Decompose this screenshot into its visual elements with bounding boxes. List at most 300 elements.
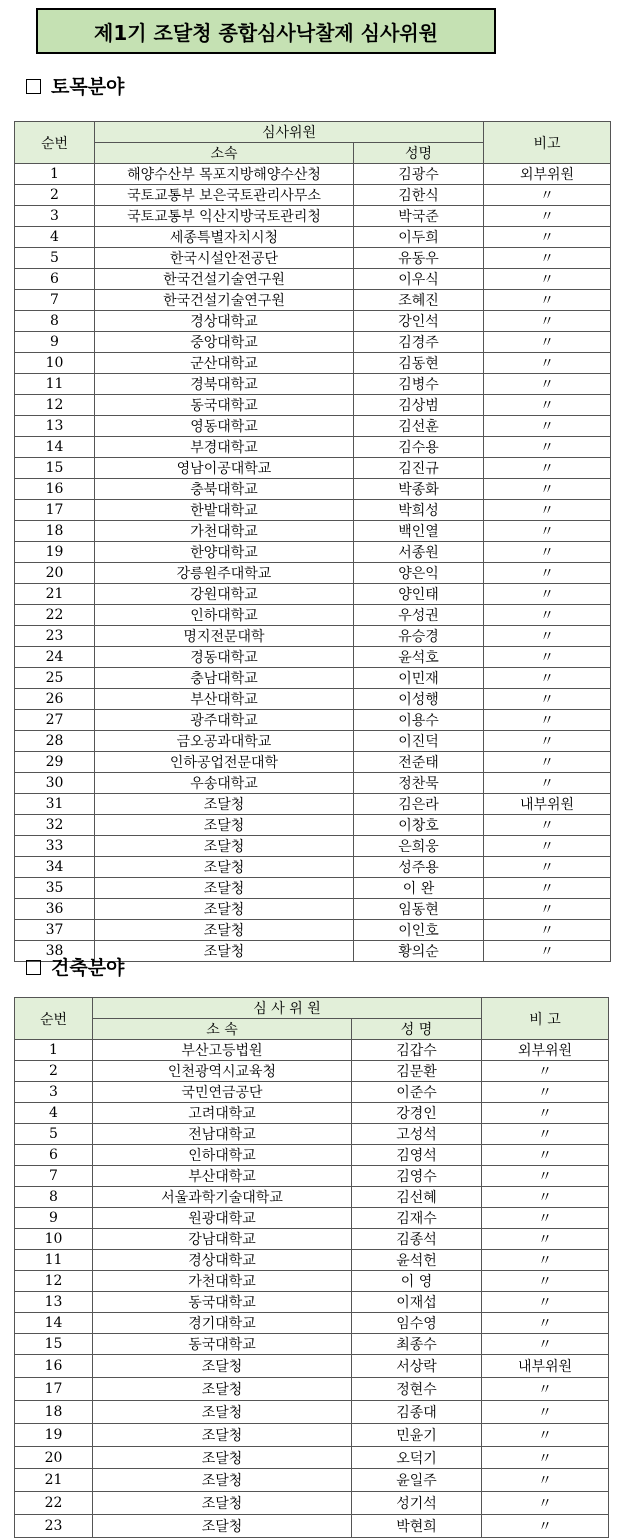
- row-note: 〃: [484, 290, 611, 311]
- row-number: 11: [15, 374, 95, 395]
- row-number: 36: [15, 899, 95, 920]
- row-member-name: 강인석: [354, 311, 484, 332]
- row-number: 13: [15, 416, 95, 437]
- row-organization: 부산대학교: [93, 1166, 352, 1187]
- row-note: 〃: [484, 920, 611, 941]
- row-note: 〃: [482, 1082, 609, 1103]
- header-no: 순번: [15, 998, 93, 1040]
- row-note: 〃: [482, 1469, 609, 1492]
- header-org: 소속: [95, 143, 354, 164]
- row-organization: 조달청: [95, 899, 354, 920]
- row-member-name: 강경인: [352, 1103, 482, 1124]
- table-row: [15, 1187, 609, 1208]
- row-number: 16: [15, 1355, 93, 1378]
- row-member-name: 박현희: [352, 1515, 482, 1538]
- row-number: 2: [15, 1061, 93, 1082]
- row-note: 〃: [484, 710, 611, 731]
- header-no: 순번: [15, 122, 95, 164]
- row-note: 외부위원: [482, 1040, 609, 1061]
- section-heading-text: 건축분야: [51, 957, 125, 979]
- section-heading-text: 토목분야: [51, 76, 125, 98]
- row-organization: 우송대학교: [95, 773, 354, 794]
- row-organization: 부경대학교: [95, 437, 354, 458]
- row-note: 〃: [484, 332, 611, 353]
- row-organization: 경기대학교: [93, 1313, 352, 1334]
- row-number: 15: [15, 1334, 93, 1355]
- row-organization: 조달청: [95, 920, 354, 941]
- row-member-name: 김상범: [354, 395, 484, 416]
- header-name: 성 명: [352, 1019, 482, 1040]
- row-note: 〃: [484, 773, 611, 794]
- page-title-text: 제1기 조달청 종합심사낙찰제 심사위원: [94, 20, 438, 45]
- row-number: 28: [15, 731, 95, 752]
- row-number: 34: [15, 857, 95, 878]
- row-number: 4: [15, 227, 95, 248]
- row-member-name: 조혜진: [354, 290, 484, 311]
- row-note: 〃: [484, 458, 611, 479]
- row-member-name: 김은라: [354, 794, 484, 815]
- row-organization: 고려대학교: [93, 1103, 352, 1124]
- header-name: 성명: [354, 143, 484, 164]
- row-member-name: 유승경: [354, 626, 484, 647]
- table-row: [15, 332, 611, 353]
- table-row: [15, 1377, 609, 1400]
- row-number: 20: [15, 563, 95, 584]
- row-organization: 한국시설안전공단: [95, 248, 354, 269]
- row-member-name: 이우식: [354, 269, 484, 290]
- header-panel: 심 사 위 원: [93, 998, 482, 1019]
- row-number: 38: [15, 941, 95, 962]
- table-row: [15, 374, 611, 395]
- row-organization: 조달청: [95, 815, 354, 836]
- table-row: [15, 773, 611, 794]
- row-organization: 경북대학교: [95, 374, 354, 395]
- row-note: 〃: [484, 731, 611, 752]
- row-note: 〃: [482, 1400, 609, 1423]
- row-number: 6: [15, 269, 95, 290]
- row-member-name: 양인태: [354, 584, 484, 605]
- row-number: 27: [15, 710, 95, 731]
- row-organization: 조달청: [95, 857, 354, 878]
- row-member-name: 이준수: [352, 1082, 482, 1103]
- table-row: [15, 416, 611, 437]
- row-number: 19: [15, 542, 95, 563]
- table-row: [15, 521, 611, 542]
- row-number: 9: [15, 332, 95, 353]
- table-row: [15, 710, 611, 731]
- row-number: 26: [15, 689, 95, 710]
- row-number: 1: [15, 164, 95, 185]
- row-member-name: 김갑수: [352, 1040, 482, 1061]
- table-row: [15, 899, 611, 920]
- row-note: 〃: [484, 857, 611, 878]
- table-row: [15, 542, 611, 563]
- table-row: [15, 1515, 609, 1538]
- row-number: 31: [15, 794, 95, 815]
- row-note: 〃: [484, 479, 611, 500]
- table-row: [15, 647, 611, 668]
- row-organization: 조달청: [93, 1492, 352, 1515]
- row-number: 23: [15, 1515, 93, 1538]
- row-note: 〃: [484, 269, 611, 290]
- table-row: [15, 689, 611, 710]
- table-row: [15, 1469, 609, 1492]
- row-member-name: 이성행: [354, 689, 484, 710]
- row-number: 13: [15, 1292, 93, 1313]
- row-note: 〃: [484, 353, 611, 374]
- table-row: [15, 1492, 609, 1515]
- row-number: 32: [15, 815, 95, 836]
- row-organization: 조달청: [95, 836, 354, 857]
- table-header-row: [15, 122, 611, 143]
- row-member-name: 김종대: [352, 1400, 482, 1423]
- row-member-name: 성기석: [352, 1492, 482, 1515]
- row-number: 6: [15, 1145, 93, 1166]
- row-organization: 전남대학교: [93, 1124, 352, 1145]
- table-body-architecture: [15, 1040, 609, 1538]
- row-member-name: 오덕기: [352, 1446, 482, 1469]
- row-number: 21: [15, 1469, 93, 1492]
- table-row: [15, 584, 611, 605]
- row-organization: 조달청: [93, 1377, 352, 1400]
- row-number: 19: [15, 1423, 93, 1446]
- table-row: [15, 1334, 609, 1355]
- row-number: 8: [15, 311, 95, 332]
- row-number: 14: [15, 437, 95, 458]
- table-row: [15, 248, 611, 269]
- row-note: 〃: [484, 689, 611, 710]
- row-member-name: 박종화: [354, 479, 484, 500]
- row-note: 〃: [484, 605, 611, 626]
- row-number: 2: [15, 185, 95, 206]
- row-organization: 조달청: [95, 941, 354, 962]
- table-row: [15, 1166, 609, 1187]
- row-member-name: 김수용: [354, 437, 484, 458]
- row-organization: 조달청: [93, 1423, 352, 1446]
- table-row: [15, 1082, 609, 1103]
- row-note: 〃: [484, 836, 611, 857]
- row-organization: 광주대학교: [95, 710, 354, 731]
- table-row: [15, 1400, 609, 1423]
- table-row: [15, 1423, 609, 1446]
- row-number: 22: [15, 1492, 93, 1515]
- row-number: 12: [15, 1271, 93, 1292]
- row-note: 〃: [484, 899, 611, 920]
- row-number: 29: [15, 752, 95, 773]
- table-row: [15, 164, 611, 185]
- row-note: 〃: [484, 941, 611, 962]
- row-number: 23: [15, 626, 95, 647]
- row-note: 〃: [482, 1446, 609, 1469]
- row-note: 〃: [482, 1187, 609, 1208]
- committee-table-civil: [14, 121, 611, 962]
- row-note: 〃: [482, 1377, 609, 1400]
- row-organization: 한밭대학교: [95, 500, 354, 521]
- row-member-name: 김재수: [352, 1208, 482, 1229]
- row-note: 〃: [484, 878, 611, 899]
- row-number: 35: [15, 878, 95, 899]
- table-row: [15, 1124, 609, 1145]
- section-heading-architecture: [26, 953, 124, 980]
- row-member-name: 서종원: [354, 542, 484, 563]
- table-row: [15, 1229, 609, 1250]
- row-note: 외부위원: [484, 164, 611, 185]
- table-row: [15, 1446, 609, 1469]
- row-number: 17: [15, 1377, 93, 1400]
- table-row: [15, 269, 611, 290]
- row-member-name: 김선훈: [354, 416, 484, 437]
- row-member-name: 윤석호: [354, 647, 484, 668]
- checkbox-square-icon: [26, 960, 41, 975]
- table-row: [15, 206, 611, 227]
- row-note: 〃: [482, 1271, 609, 1292]
- table-row: [15, 1292, 609, 1313]
- row-organization: 조달청: [93, 1355, 352, 1378]
- row-number: 7: [15, 290, 95, 311]
- row-note: 〃: [484, 437, 611, 458]
- row-organization: 강남대학교: [93, 1229, 352, 1250]
- row-note: 〃: [482, 1250, 609, 1271]
- row-note: 〃: [484, 521, 611, 542]
- row-organization: 가천대학교: [95, 521, 354, 542]
- row-number: 18: [15, 521, 95, 542]
- row-organization: 인천광역시교육청: [93, 1061, 352, 1082]
- row-note: 〃: [482, 1292, 609, 1313]
- row-organization: 인하대학교: [95, 605, 354, 626]
- table-row: [15, 437, 611, 458]
- table-header-row: [15, 998, 609, 1019]
- row-note: 〃: [484, 311, 611, 332]
- row-member-name: 이창호: [354, 815, 484, 836]
- row-member-name: 김경주: [354, 332, 484, 353]
- table-row: [15, 815, 611, 836]
- row-number: 5: [15, 248, 95, 269]
- row-number: 7: [15, 1166, 93, 1187]
- row-note: 〃: [484, 647, 611, 668]
- row-organization: 조달청: [93, 1469, 352, 1492]
- row-number: 18: [15, 1400, 93, 1423]
- row-member-name: 김한식: [354, 185, 484, 206]
- row-organization: 해양수산부 목포지방해양수산청: [95, 164, 354, 185]
- row-member-name: 우성권: [354, 605, 484, 626]
- table-row: [15, 626, 611, 647]
- committee-table-architecture: [14, 997, 609, 1538]
- row-number: 10: [15, 1229, 93, 1250]
- row-organization: 경상대학교: [93, 1250, 352, 1271]
- section-heading-civil: [26, 72, 124, 99]
- table-row: [15, 1208, 609, 1229]
- row-note: 〃: [484, 185, 611, 206]
- row-member-name: 최종수: [352, 1334, 482, 1355]
- row-number: 12: [15, 395, 95, 416]
- row-member-name: 이민재: [354, 668, 484, 689]
- row-note: 〃: [482, 1208, 609, 1229]
- row-note: 〃: [484, 563, 611, 584]
- row-note: 〃: [482, 1124, 609, 1145]
- table-body-civil: [15, 164, 611, 962]
- row-organization: 동국대학교: [93, 1334, 352, 1355]
- row-note: 〃: [482, 1313, 609, 1334]
- row-member-name: 전준태: [354, 752, 484, 773]
- row-note: 〃: [484, 374, 611, 395]
- row-note: 〃: [482, 1334, 609, 1355]
- row-member-name: 김병수: [354, 374, 484, 395]
- row-number: 9: [15, 1208, 93, 1229]
- row-number: 16: [15, 479, 95, 500]
- row-organization: 동국대학교: [95, 395, 354, 416]
- row-note: 〃: [484, 248, 611, 269]
- row-number: 21: [15, 584, 95, 605]
- table-row: [15, 227, 611, 248]
- row-member-name: 이인호: [354, 920, 484, 941]
- row-member-name: 김문환: [352, 1061, 482, 1082]
- row-member-name: 이 영: [352, 1271, 482, 1292]
- row-member-name: 황의순: [354, 941, 484, 962]
- table-row: [15, 1271, 609, 1292]
- row-organization: 조달청: [95, 878, 354, 899]
- row-note: 〃: [484, 815, 611, 836]
- row-organization: 서울과학기술대학교: [93, 1187, 352, 1208]
- row-number: 15: [15, 458, 95, 479]
- table-row: [15, 458, 611, 479]
- row-organization: 명지전문대학: [95, 626, 354, 647]
- table-row: [15, 731, 611, 752]
- table-row: [15, 479, 611, 500]
- row-member-name: 김동현: [354, 353, 484, 374]
- row-member-name: 임수영: [352, 1313, 482, 1334]
- row-organization: 강릉원주대학교: [95, 563, 354, 584]
- row-number: 20: [15, 1446, 93, 1469]
- row-number: 33: [15, 836, 95, 857]
- row-number: 25: [15, 668, 95, 689]
- row-organization: 동국대학교: [93, 1292, 352, 1313]
- row-organization: 중앙대학교: [95, 332, 354, 353]
- row-organization: 한양대학교: [95, 542, 354, 563]
- row-member-name: 이 완: [354, 878, 484, 899]
- row-number: 14: [15, 1313, 93, 1334]
- row-number: 3: [15, 1082, 93, 1103]
- row-organization: 조달청: [93, 1400, 352, 1423]
- table-row: [15, 353, 611, 374]
- table-row: [15, 1061, 609, 1082]
- row-organization: 조달청: [95, 794, 354, 815]
- row-organization: 인하대학교: [93, 1145, 352, 1166]
- row-note: 〃: [482, 1492, 609, 1515]
- row-member-name: 백인열: [354, 521, 484, 542]
- row-member-name: 김광수: [354, 164, 484, 185]
- table-row: [15, 752, 611, 773]
- row-member-name: 윤일주: [352, 1469, 482, 1492]
- table-row: [15, 605, 611, 626]
- row-member-name: 이재섭: [352, 1292, 482, 1313]
- row-note: 〃: [484, 584, 611, 605]
- table-row: [15, 1250, 609, 1271]
- header-note: 비고: [484, 122, 611, 164]
- row-number: 1: [15, 1040, 93, 1061]
- page-title: [36, 8, 496, 54]
- row-member-name: 서상락: [352, 1355, 482, 1378]
- row-organization: 강원대학교: [95, 584, 354, 605]
- table-row: [15, 857, 611, 878]
- table-row: [15, 668, 611, 689]
- row-organization: 경상대학교: [95, 311, 354, 332]
- row-member-name: 이용수: [354, 710, 484, 731]
- row-member-name: 유동우: [354, 248, 484, 269]
- row-member-name: 박희성: [354, 500, 484, 521]
- table-row: [15, 1145, 609, 1166]
- checkbox-square-icon: [26, 79, 41, 94]
- row-number: 11: [15, 1250, 93, 1271]
- row-member-name: 이진덕: [354, 731, 484, 752]
- row-number: 24: [15, 647, 95, 668]
- table-row: [15, 563, 611, 584]
- row-organization: 국토교통부 보은국토관리사무소: [95, 185, 354, 206]
- row-member-name: 김선혜: [352, 1187, 482, 1208]
- row-organization: 충남대학교: [95, 668, 354, 689]
- row-member-name: 윤석헌: [352, 1250, 482, 1271]
- row-organization: 부산고등법원: [93, 1040, 352, 1061]
- row-note: 〃: [484, 668, 611, 689]
- row-organization: 조달청: [93, 1446, 352, 1469]
- row-organization: 세종특별자치시청: [95, 227, 354, 248]
- row-note: 〃: [484, 752, 611, 773]
- row-note: 내부위원: [484, 794, 611, 815]
- row-member-name: 성주용: [354, 857, 484, 878]
- row-number: 30: [15, 773, 95, 794]
- row-organization: 부산대학교: [95, 689, 354, 710]
- row-organization: 조달청: [93, 1515, 352, 1538]
- row-number: 5: [15, 1124, 93, 1145]
- row-member-name: 김진규: [354, 458, 484, 479]
- header-org: 소 속: [93, 1019, 352, 1040]
- row-organization: 한국건설기술연구원: [95, 290, 354, 311]
- row-note: 〃: [484, 395, 611, 416]
- row-note: 〃: [482, 1103, 609, 1124]
- row-organization: 경동대학교: [95, 647, 354, 668]
- row-member-name: 김종석: [352, 1229, 482, 1250]
- table-row: [15, 290, 611, 311]
- row-organization: 한국건설기술연구원: [95, 269, 354, 290]
- table-row: [15, 920, 611, 941]
- row-note: 〃: [482, 1423, 609, 1446]
- table-row: [15, 185, 611, 206]
- table-row: [15, 878, 611, 899]
- row-organization: 원광대학교: [93, 1208, 352, 1229]
- row-organization: 국토교통부 익산지방국토관리청: [95, 206, 354, 227]
- row-member-name: 정현수: [352, 1377, 482, 1400]
- row-member-name: 이두희: [354, 227, 484, 248]
- row-organization: 금오공과대학교: [95, 731, 354, 752]
- row-note: 〃: [484, 542, 611, 563]
- header-panel: 심사위원: [95, 122, 484, 143]
- table-row: [15, 1040, 609, 1061]
- table-row: [15, 500, 611, 521]
- row-organization: 충북대학교: [95, 479, 354, 500]
- table-row: [15, 794, 611, 815]
- row-organization: 가천대학교: [93, 1271, 352, 1292]
- row-number: 10: [15, 353, 95, 374]
- row-note: 〃: [482, 1515, 609, 1538]
- row-note: 내부위원: [482, 1355, 609, 1378]
- row-note: 〃: [484, 227, 611, 248]
- row-member-name: 민윤기: [352, 1423, 482, 1446]
- table-row: [15, 311, 611, 332]
- row-organization: 영남이공대학교: [95, 458, 354, 479]
- row-member-name: 고성석: [352, 1124, 482, 1145]
- row-number: 8: [15, 1187, 93, 1208]
- header-note: 비 고: [482, 998, 609, 1040]
- row-member-name: 양은익: [354, 563, 484, 584]
